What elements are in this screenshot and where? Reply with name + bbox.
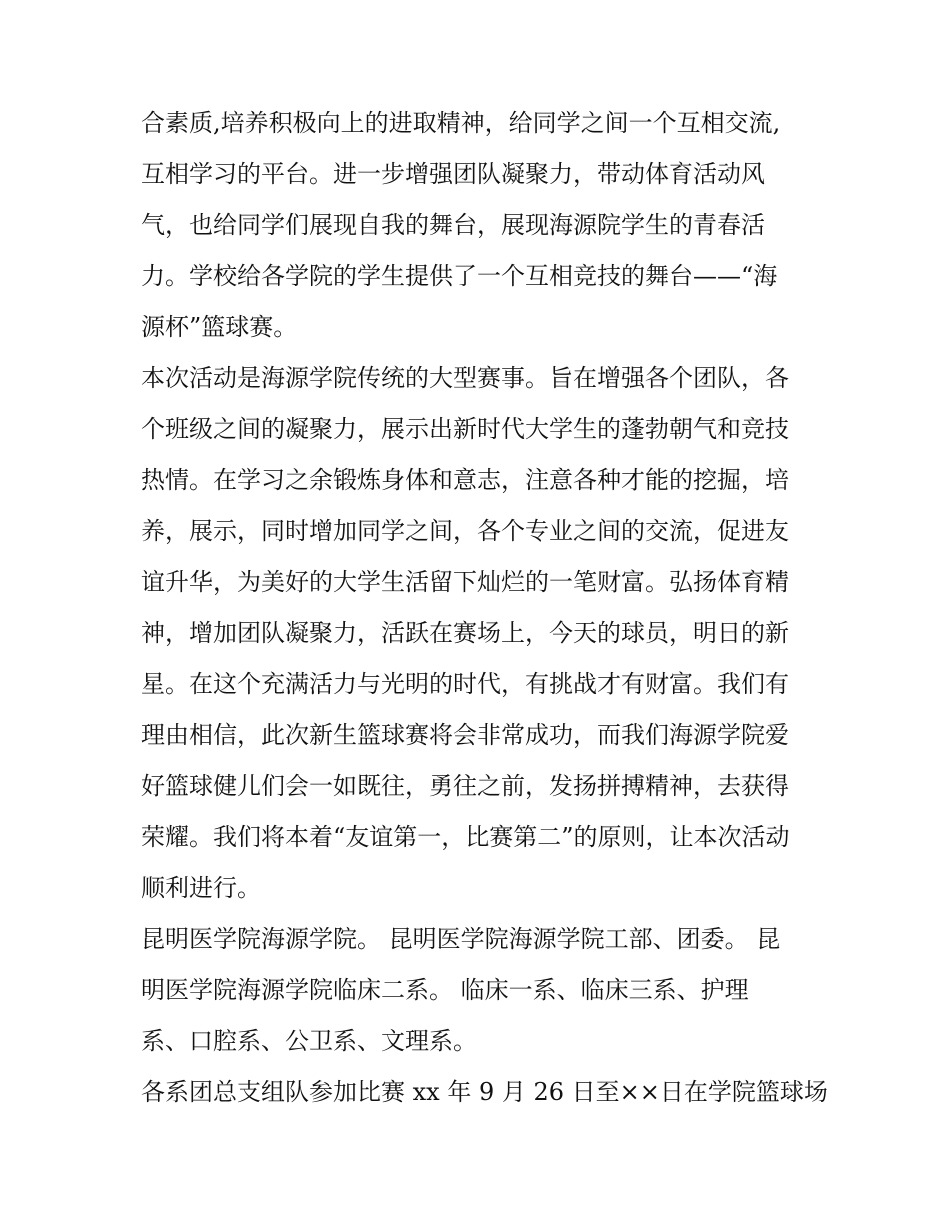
text-line: 养，展示，同时增加同学之间，各个专业之间的交流，促进友 [141,517,789,545]
text-line: 神，增加团队凝聚力，活跃在赛场上，今天的球员，明日的新 [141,619,789,647]
text-line: 力。学校给各学院的学生提供了一个互相竞技的舞台——“海 [141,262,778,290]
text-line: 互相学习的平台。进一步增强团队凝聚力，带动体育活动风 [141,160,765,188]
text-line: 荣耀。我们将本着“友谊第一，比赛第二”的原则，让本次活动 [141,823,790,851]
paragraph-significance [141,353,821,914]
text-line: 源杯”篮球赛。 [141,313,298,341]
text-line: 气，也给同学们展现自我的舞台，展现海源院学生的青春活 [141,211,765,239]
text-line: 顺利进行。 [141,874,261,902]
paragraph-purpose [141,98,821,353]
text-line: 热情。在学习之余锻炼身体和意志，注意各种才能的挖掘，培 [141,466,789,494]
text-line: 星。在这个充满活力与光明的时代，有挑战才有财富。我们有 [141,670,789,698]
text-line: 本次活动是海源学院传统的大型赛事。旨在增强各个团队，各 [141,364,789,392]
text-line: 系、口腔系、公卫系、文理系。 [141,1027,477,1055]
paragraph-schedule [141,1067,828,1118]
text-line: 谊升华，为美好的大学生活留下灿烂的一笔财富。弘扬体育精 [141,568,789,596]
document-body [141,98,828,1118]
text-line: 各系团总支组队参加比赛 xx 年 9 月 26 日至××日在学院篮球场 [141,1078,828,1106]
text-line: 理由相信，此次新生篮球赛将会非常成功，而我们海源学院爱 [141,721,789,749]
text-line: 个班级之间的凝聚力，展示出新时代大学生的蓬勃朝气和竞技 [141,415,789,443]
text-line: 好篮球健儿们会一如既往，勇往之前，发扬拼搏精神，去获得 [141,772,789,800]
text-line: 昆明医学院海源学院。 昆明医学院海源学院工部、团委。 昆 [141,925,781,953]
text-line: 明医学院海源学院临床二系。 临床一系、临床三系、护理 [141,976,749,1004]
text-line: 合素质,培养积极向上的进取精神，给同学之间一个互相交流, [141,109,781,137]
paragraph-organizers [141,914,821,1067]
